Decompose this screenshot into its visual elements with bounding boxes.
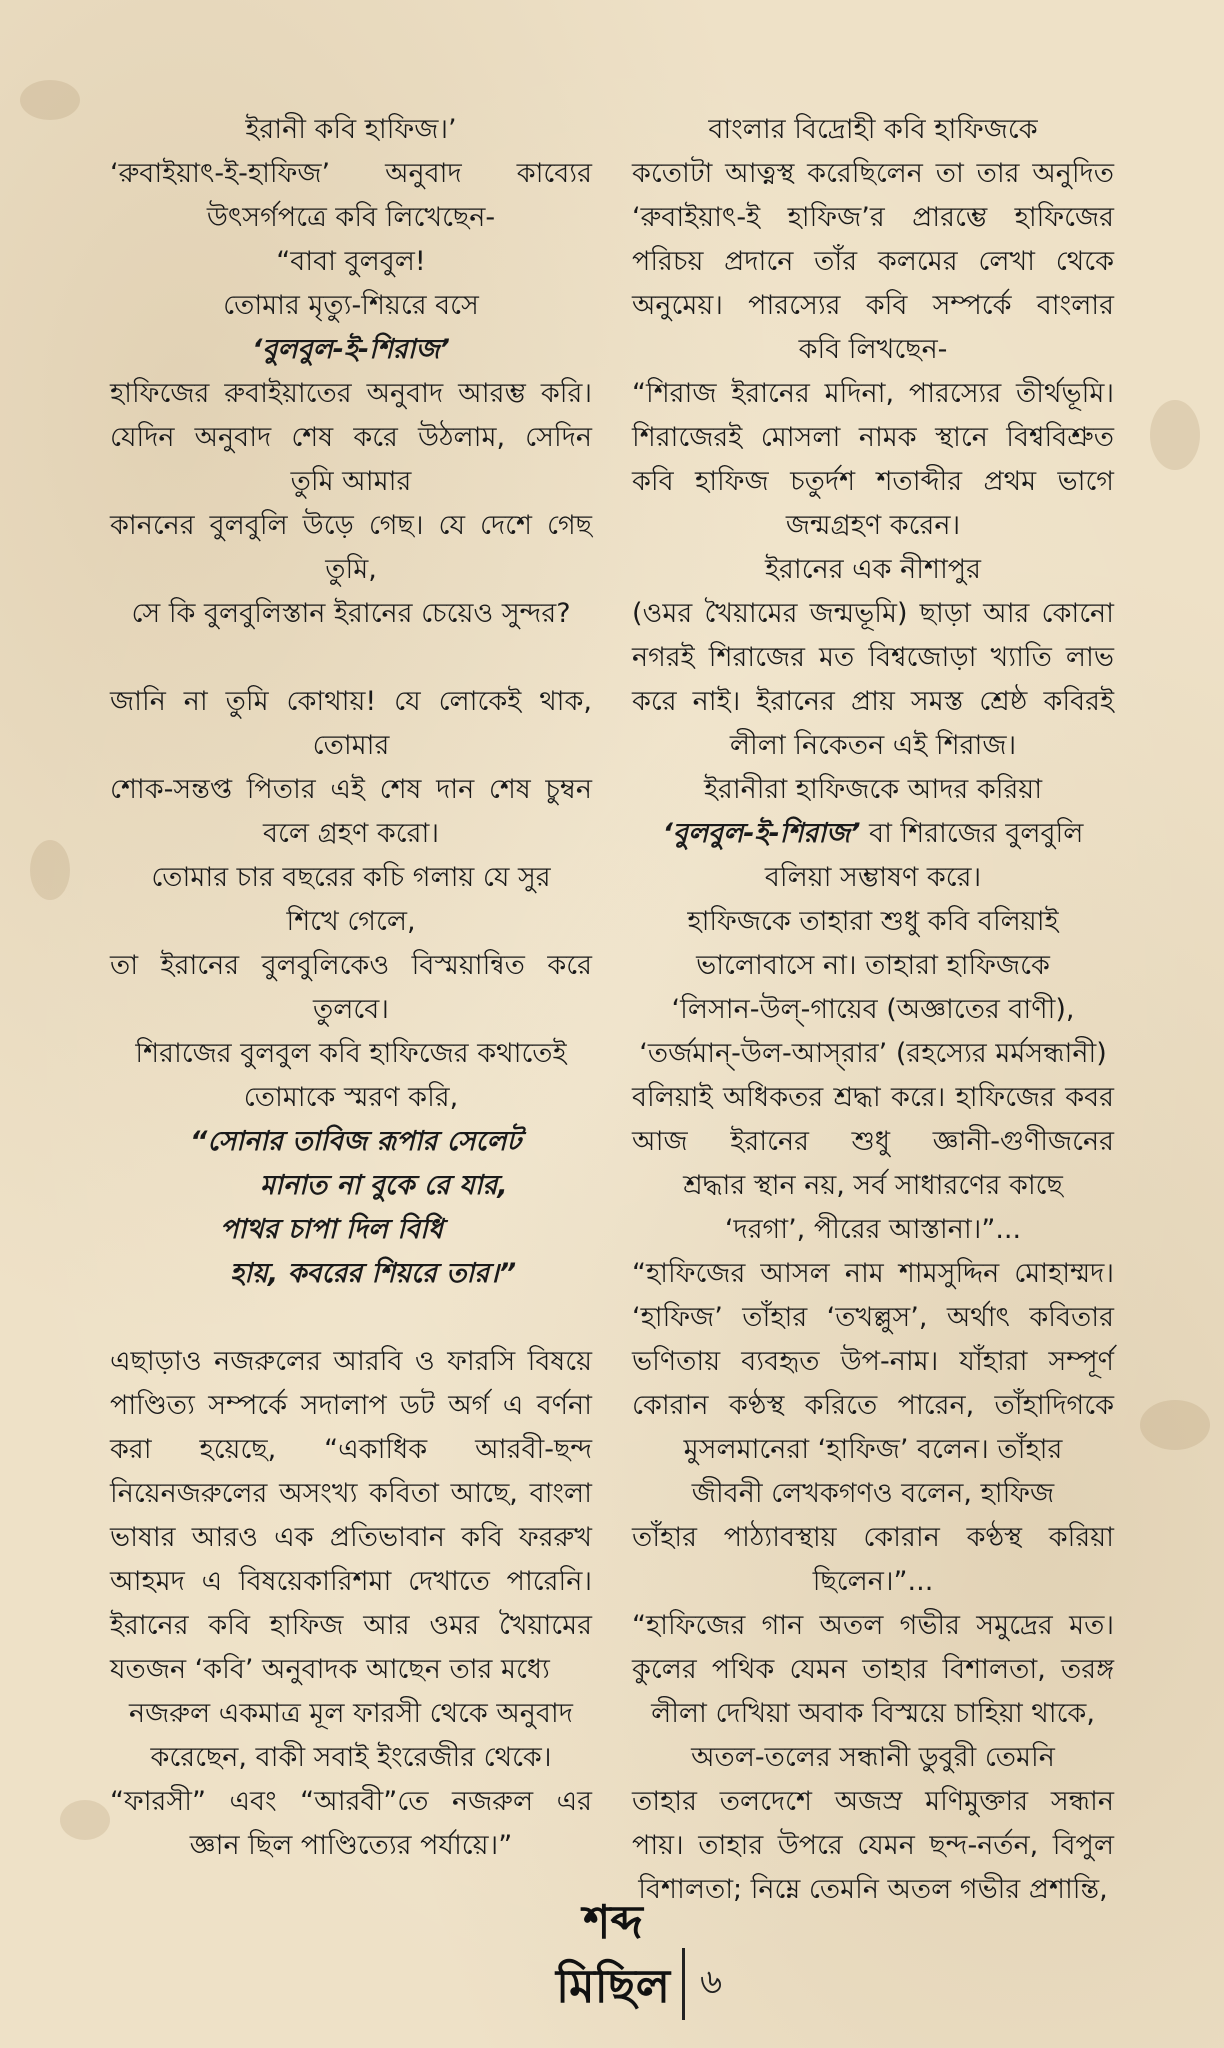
text-line: তা ইরানের বুলবুলিকেও বিস্ময়ান্বিত করে [110,950,592,981]
text-line: নজরুল একমাত্র মূল ফারসী থেকে অনুবাদ [129,1698,573,1729]
text-line: হাফিজকে তাহারা শুধু কবি বলিয়াই [687,906,1059,937]
text-line: জানি না তুমি কোথায়! যে লোকেই থাক, [110,686,592,717]
text-line: বলিয়া সম্ভাষণ করে। [764,862,982,893]
text-line: তুমি আমার [290,466,412,497]
text-line: করে নাই। ইরানের প্রায় সমস্ত শ্রেষ্ঠ কবিরই [632,686,1114,717]
paragraph: “হাফিজের আসল নাম শামসুদ্দিন মোহাম্মদ। ‘হাফিজ’ তাঁহার ‘তখল্লুস’, অর্থাৎ কবিতার ভণিতায় ব্যবহৃত উপ-নাম। যাঁহারা সম্পূর্ণ কোরান কণ্ঠস্থ করিতে পারেন, তাঁহাদিগকে [632,1258,1114,1421]
text-line: জ্ঞান ছিল পাণ্ডিত্যের পর্যায়ে।” [189,1830,513,1861]
text-line: অতল-তলের সন্ধানী ডুবুরী তেমনি [691,1742,1055,1773]
paper-stain [1140,1400,1210,1450]
text-line: “বাবা বুলবুল! [276,246,426,277]
emphasis-text: ‘বুলবুল-ই-শিরাজ’ [662,818,861,849]
text-line: ইরানীরা হাফিজকে আদর করিয়া [703,774,1043,805]
text-line: ছিলেন।”... [812,1566,934,1597]
text-line: কবি লিখছেন- [798,334,948,365]
paragraph: কতোটা আত্নস্থ করেছিলেন তা তার অনুদিত ‘রুবাইয়াৎ-ই হাফিজ’র প্রারম্ভে হাফিজের পরিচয় প্রদানে তাঁর কলমের লেখা থেকে অনুমেয়। পারস্যের কবি সম্পর্কে বাংলার [632,158,1114,321]
poem-line: পাথর চাপা দিল বিধি [220,1214,443,1245]
text-line [632,812,1114,856]
text-line: শিখে গেলে, [286,906,416,937]
text-line: বলে গ্রহণ করো। [263,818,439,849]
text-line: ‘লিসান-উল্‌-গায়েব (অজ্ঞাতের বাণী), [671,994,1075,1025]
spacer [110,1296,592,1340]
text-line: বাংলার বিদ্রোহী কবি হাফিজকে [708,114,1038,145]
paragraph: এছাড়াও নজরুলের আরবি ও ফারসি বিষয়ে পাণ্ডিত্য সম্পর্কে সদালাপ ডট অর্গ এ বর্ণনা করা হয়েছে, “একাধিক আরবী-ছন্দ নিয়েনজরুলের অসংখ্য কবিতা আছে, বাংলা ভাষার আরও এক প্রতিভাবান কবি ফররুখ আহমদ এ বিষয়েকারিশমা দেখাতে পারেনি। ইরানের কবি হাফিজ আর ওমর খৈয়ামের যতজন ‘কবি’ অনুবাদক আছেন তার মধ্যে [110,1346,592,1685]
text-line: হাফিজের রুবাইয়াতের অনুবাদ আরম্ভ করি। [110,378,592,409]
text-line: ‘তর্জমান্‌-উল-আস্‌রার’ (রহস্যের মর্মসন্ধানী) [639,1038,1107,1069]
text-line: করেছেন, বাকী সবাই ইংরেজীর থেকে। [150,1742,552,1773]
text-line: ‘দরগা’, পীরের আস্তানা।”... [724,1214,1022,1245]
paragraph: বলিয়াই অধিকতর শ্রদ্ধা করে। হাফিজের কবর আজ ইরানের শুধু জ্ঞানী-গুণীজনের [632,1082,1114,1157]
page-footer [548,1890,748,2040]
text-line: লীলা দেখিয়া অবাক বিস্ময়ে চাহিয়া থাকে, [651,1698,1095,1729]
text-line: মুসলমানেরা ‘হাফিজ’ বলেন। তাঁহার [683,1434,1063,1465]
paper-stain [60,1800,110,1840]
paper-stain [30,840,70,900]
footer-divider [682,1948,685,2020]
text-line: উৎসর্গপত্রে কবি লিখেছেন- [206,202,496,233]
text-line: তাঁহার পাঠ্যাবস্থায় কোরান কণ্ঠস্থ করিয়া [632,1522,1114,1553]
poem-line: মানাত না বুকে রে যার, [260,1170,508,1201]
paragraph: (ওমর খৈয়ামের জন্মভূমি) ছাড়া আর কোনো নগরই শিরাজের মত বিশ্বজোড়া খ্যাতি লাভ [632,598,1114,673]
left-column [110,108,592,1868]
text-line: যেদিন অনুবাদ শেষ করে উঠলাম, সেদিন [110,422,592,453]
text-line: শ্রদ্ধার স্থান নয়, সর্ব সাধারণের কাছে [683,1170,1063,1201]
paragraph: তাহার তলদেশে অজস্র মণিমুক্তার সন্ধান পায়। তাহার উপরে যেমন ছন্দ-নর্তন, বিপুল [632,1786,1114,1861]
text-line: লীলা নিকেতন এই শিরাজ। [729,730,1017,761]
text-line: সে কি বুলবুলিস্তান ইরানের চেয়েও সুন্দর? [131,598,571,629]
text-line: “ফারসী” এবং “আরবী”তে নজরুল এর [110,1786,592,1817]
text-line: শিরাজের বুলবুল কবি হাফিজের কথাতেই [135,1038,567,1069]
right-column [632,108,1114,1912]
text-line: তোমার [312,730,390,761]
page-number: ৬ [700,1962,723,2002]
logo-line: শব্দ [583,1895,643,1949]
text-line: কাননের বুলবুলি উড়ে গেছ। যে দেশে গেছ [110,510,592,541]
text-line: বিশালতা; নিম্নে তেমনি অতল গভীর প্রশান্তি, [638,1874,1108,1905]
text-span: বা শিরাজের বুলবুলি [869,818,1084,849]
text-line: জন্মগ্রহণ করেন। [785,510,961,541]
text-line: ইরানী কবি হাফিজ।’ [245,114,457,145]
paper-stain [20,80,80,120]
text-line: তুলবে। [313,994,389,1025]
poem-line: “সোনার তাবিজ রূপার সেলেট [190,1126,522,1157]
text-line: ‘বুলবুল-ই-শিরাজ’ [252,334,450,365]
spacer [110,636,592,680]
paragraph: “হাফিজের গান অতল গভীর সমুদ্রের মত। কুলের পথিক যেমন তাহার বিশালতা, তরঙ্গ [632,1610,1114,1685]
paragraph: “শিরাজ ইরানের মদিনা, পারস্যের তীর্থভূমি। শিরাজেরই মোসলা নামক স্থানে বিশ্ববিশ্রুত কবি হাফিজ চতুর্দশ শতাব্দীর প্রথম ভাগে [632,378,1114,497]
logo-line: মিছিল [555,1959,670,2013]
text-line: ‘রুবাইয়াৎ-ই-হাফিজ’ অনুবাদ কাব্যের [110,158,592,189]
poem-line: হায়, কবরের শিয়রে তার।” [230,1258,517,1289]
text-line: ভালোবাসে না। তাহারা হাফিজকে [696,950,1050,981]
magazine-logo [548,1890,678,2018]
text-line: শোক-সন্তপ্ত পিতার এই শেষ দান শেষ চুম্বন [110,774,592,805]
paper-stain [1150,400,1200,470]
text-line: তোমার মৃত্যু-শিয়রে বসে [223,290,479,321]
text-line: জীবনী লেখকগণও বলেন, হাফিজ [691,1478,1055,1509]
text-line: তোমাকে স্মরণ করি, [243,1082,459,1113]
text-line: ইরানের এক নীশাপুর [765,554,981,585]
text-line: তোমার চার বছরের কচি গলায় যে সুর [151,862,551,893]
text-line: তুমি, [325,554,377,585]
